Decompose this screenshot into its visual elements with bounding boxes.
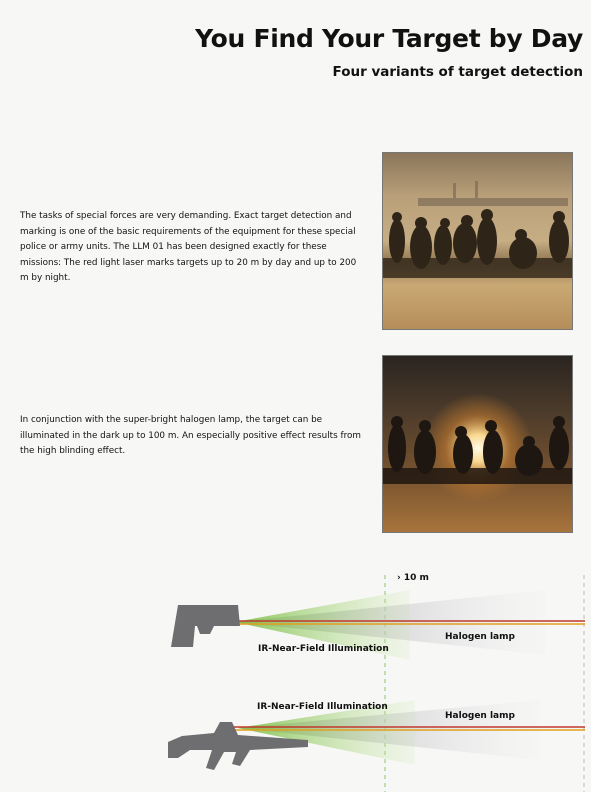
beam-diagram bbox=[0, 560, 591, 792]
pistol-icon bbox=[171, 605, 240, 647]
night-halogen-photo bbox=[382, 355, 573, 533]
rifle-ir-label: IR-Near-Field Illumination bbox=[257, 702, 388, 712]
page-subtitle: Four variants of target detection bbox=[332, 64, 583, 80]
rifle-halogen-label: Halogen lamp bbox=[445, 711, 515, 721]
daytime-soldiers-photo bbox=[382, 152, 573, 330]
distance-label: › 10 m bbox=[397, 573, 429, 583]
pistol-ir-label: IR-Near-Field Illumination bbox=[258, 644, 389, 654]
pistol-beam-group bbox=[171, 590, 585, 660]
page-title: You Find Your Target by Day bbox=[195, 24, 583, 53]
intro-paragraph: The tasks of special forces are very demanding. Exact target detection and marking is one of the basic requirements of the equipment for these special police or army units. The LLM 01 has been designed exactly for these missions: The red light laser marks targets up to 20 m by day and up to 200 m by night. bbox=[20, 211, 357, 284]
pistol-halogen-label: Halogen lamp bbox=[445, 632, 515, 642]
rifle-beam-group bbox=[168, 700, 585, 770]
halogen-paragraph: In conjunction with the super-bright halogen lamp, the target can be illuminated in the dark up to 100 m. An especially positive effect results from the high blinding effect. bbox=[20, 415, 361, 457]
